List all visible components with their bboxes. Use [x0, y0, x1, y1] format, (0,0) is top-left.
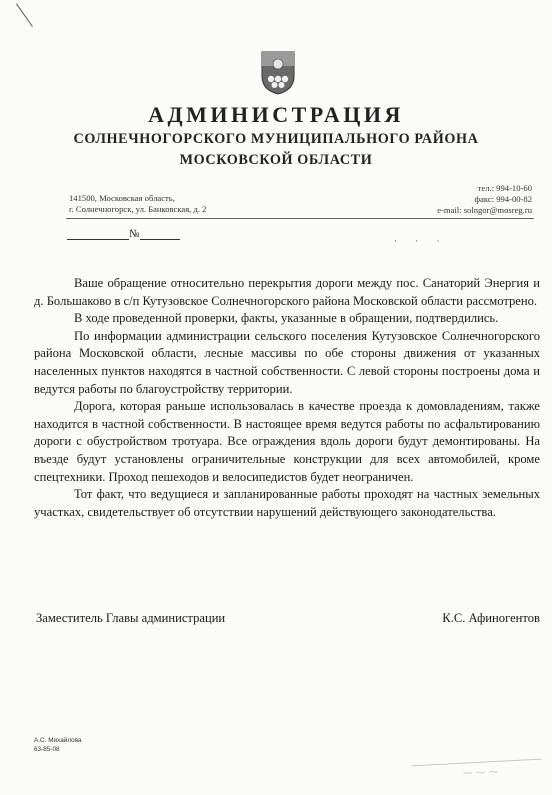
phone-line: тел.: 994-10-60 [477, 183, 532, 193]
email-line: e-mail: solngor@mosreg.ru [437, 205, 532, 215]
letterhead-subtitle-district: СОЛНЕЧНОГОРСКОГО МУНИЦИПАЛЬНОГО РАЙОНА [73, 131, 479, 147]
letterhead-subtitle-region: МОСКОВСКОЙ ОБЛАСТИ [179, 152, 373, 168]
number-sign: № [129, 228, 140, 240]
executor-phone: 63-85-08 [34, 746, 60, 753]
coat-of-arms-icon [258, 48, 298, 96]
signatory-position: Заместитель Главы администрации [36, 611, 226, 625]
address-line: г. Солнечногорск, ул. Банковская, д. 2 [69, 204, 207, 214]
contact-block [437, 183, 532, 216]
executor-name: А.С. Михайлова [34, 737, 82, 744]
body-paragraph: Тот факт, что ведущиеся и запланированные работы проходят на частных земельных участках, свидетельствует об отсутствии нарушений действующего законодательства. [34, 487, 540, 519]
address-block [69, 193, 206, 215]
scan-dots: · · · [394, 236, 448, 246]
date-blank [67, 230, 129, 240]
executor-block [34, 736, 82, 754]
address-line: 141500, Московская область, [69, 193, 175, 203]
signature-line [36, 611, 540, 626]
stamp-bleedthrough: ~~~ [411, 759, 542, 789]
body-paragraph: Ваше обращение относительно перекрытия дороги между пос. Санаторий Энергия и д. Большаково в с/п Кутузовское Солнечногорского района Московской области рассмотрено. [34, 276, 540, 308]
signatory-name: К.С. Афиногентов [442, 611, 540, 625]
letter-body [34, 275, 540, 521]
body-paragraph: В ходе проведенной проверки, факты, указанные в обращении, подтвердились. [74, 311, 499, 326]
fax-line: факс: 994-00-82 [474, 194, 532, 204]
body-paragraph: По информации администрации сельского поселения Кутузовское Солнечногорского района Московской области, лесные массивы по обе стороны движения от указанных населенных пунктов находятся в частной собственности. С левой стороны построены дома и ведутся работы по благоустройству территории. [34, 328, 540, 396]
number-blank [140, 230, 180, 240]
letterhead-title: АДМИНИСТРАЦИЯ [148, 102, 404, 127]
header-divider [66, 218, 534, 219]
document-number-line [67, 228, 180, 240]
scan-artifact [16, 0, 51, 27]
body-paragraph: Дорога, которая раньше использовалась в качестве проезда к домовладениям, также находится в частной собственности. В настоящее время ведутся работы по асфальтированию дороги с обустройством тротуара. Все ограждения вдоль дороги будут демонтированы. На въезде будут установлены ограничительные конструкции для всех автомобилей, кроме спецтехники. Проход пешеходов и велосипедистов будет неограничен. [34, 399, 540, 484]
